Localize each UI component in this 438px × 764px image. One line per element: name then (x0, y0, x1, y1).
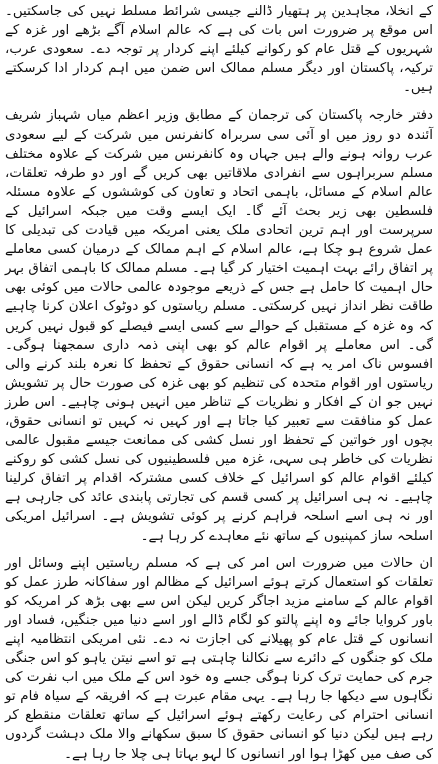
article-paragraph-2: دفتر خارجہ پاکستان کی ترجمان کے مطابق وزیر اعظم میاں شہباز شریف آئندہ دو روز میں او آئی سی سربراہ کانفرنس میں شرکت کے لیے سعودی عرب روانہ ہونے والے ہیں جہاں وہ کانفرنس میں شرکت کے علاوہ مختلف مسلم سربراہوں سے انفرادی ملاقاتیں بھی کریں گے اور دو طرفہ تعلقات، عالم اسلام کے مسائل، باہمی اتحاد و تعاون کی کوششوں کے علاوہ مسئلہ فلسطین بھی زیر بحث آئے گا۔ ایک ایسے وقت میں جبکہ اسرائیل کے سرپرست اور اہم ترین اتحادی ملک یعنی امریکہ میں قیادت کی تبدیلی کا عمل شروع ہو چکا ہے، عالم اسلام کے اہم ممالک کے درمیان کسی معاملے پر اتفاق رائے بہت اہمیت اختیار کر گیا ہے۔ مسلم ممالک کا باہمی اتفاق بہر حال اہمیت کا حامل ہے جس کے ذریعے موجودہ عالمی حالات میں کوئی بھی طاقت نظر انداز نہیں کرسکتی۔ مسلم ریاستوں کو دوٹوک اعلان کرنا چاہیے کہ وہ غزہ کے مستقبل کے حوالے سے کسی ایسے فیصلے کو قبول نہیں کریں گی۔ اس معاملے پر اقوام عالم کو بھی اپنی ذمہ داری سمجھنا ہوگی۔ افسوس ناک امر یہ ہے کہ انسانی حقوق کے تحفظ کا نعرہ بلند کرنے والی ریاستوں اور اقوام متحدہ کی تنظیم کو بھی غزہ کی صورت حال پر تشویش نہیں جو ان کے افکار و نظریات کے تناظر میں انہیں ہونی چاہیے۔ اس طرز عمل کو منافقت سے تعبیر کیا جاتا ہے اور کہیں نہ کہیں تو انسانی حقوق، بچوں اور خواتین کے تحفظ اور نسل کشی کی ممانعت جیسے مقبول عالمی نظریات کی خاطر ہی سہی، غزہ میں فلسطینیوں کی نسل کشی کو روکنے کیلئے اقوام عالم کو اسرائیل کے خلاف کسی مشترکہ اقدام پر اتفاق کرلینا چاہیے۔ نہ ہی اسرائیل پر کسی قسم کی تجارتی پابندی عائد کی جارہی ہے اور نہ ہی اسے اسلحہ فراہم کرنے پر کوئی تشویش ہے۔ اسرائیل امریکی اسلحہ ساز کمپنیوں کے ساتھ نئے معاہدے کر رہا ہے۔ (5, 108, 433, 544)
article-paragraph-3: ان حالات میں ضرورت اس امر کی ہے کہ مسلم ریاستیں اپنے وسائل اور تعلقات کو استعمال کرتے ہوئے اسرائیل کے مظالم اور سفاکانہ طرز عمل کو اقوام عالم کے سامنے مزید اجاگر کریں لیکن اس سے بھی بڑھ کر امریکہ کو باور کروایا جائے وہ اپنے پالتو کو لگام ڈالے اور اسے دنیا میں جنگیں، فساد اور انسانوں کے قتل عام کو پھیلانے کی اجازت نہ دے۔ نئی امریکی انتظامیہ اپنے ملک کو جنگوں کے دائرے سے نکالنا چاہتی ہے تو اسے نیتن یاہو کو اس جنگی جرم کی حمایت ترک کرنا ہوگی جسے وہ خود اس کے ملک میں اب نفرت کی نگاہوں سے دیکھا جا رہا ہے۔ یہی مقام عبرت ہے کہ افریقہ کے سیاہ فام تو انسانی احترام کی رعایت رکھتے ہوئے اسرائیل کے ساتھ تعلقات منقطع کر رہے ہیں لیکن دنیا کو انسانی حقوق کا سبق سکھانے والا ملک دہشت گردوں کی صف میں کھڑا ہوا اور انسانوں کا لہو بہاتا ہی چلا جا رہا ہے۔ (5, 555, 433, 762)
article-paragraph-1: کے انخلا، مجاہدین پر ہتھیار ڈالنے جیسی شرائط مسلط نہیں کی جاسکتیں۔ اس موقع پر ضرورت اس بات کی ہے کہ عالم اسلام آگے بڑھے اور غزہ کے شہریوں کے قتل عام کو رکوانے کیلئے اپنے کردار پر توجہ دے۔ سعودی عرب، ترکیہ، پاکستان اور دیگر مسلم ممالک اس ضمن میں اہم کردار ادا کرسکتے ہیں۔ (5, 4, 433, 96)
